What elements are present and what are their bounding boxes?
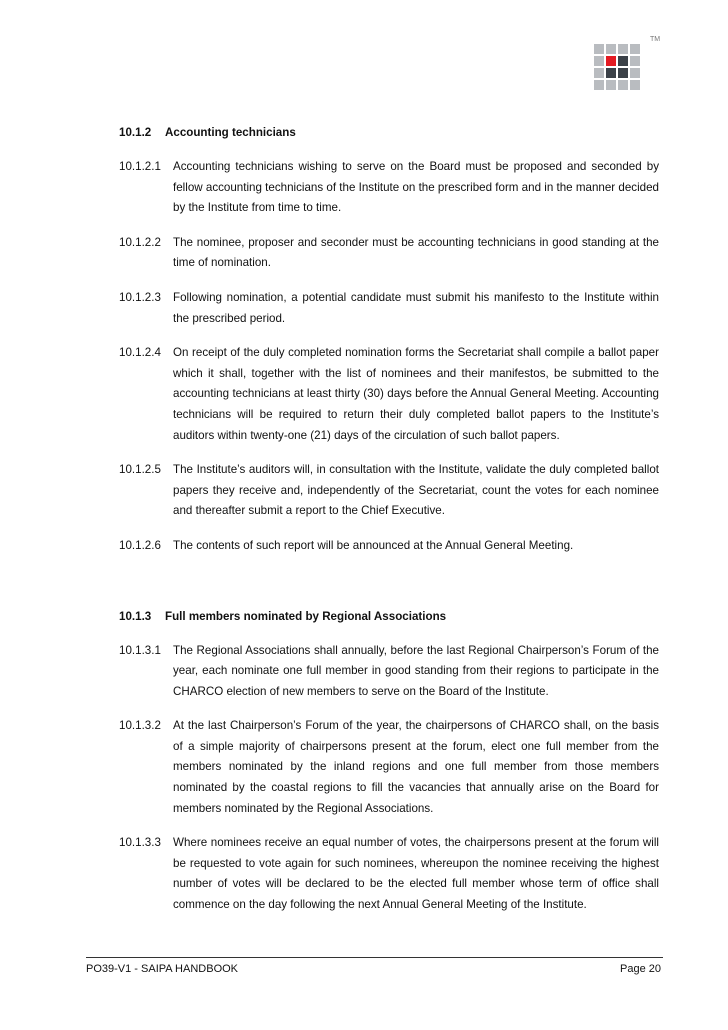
clause-10-1-2-6: 10.1.2.6 The contents of such report will be announced at the Annual General Meeting.: [119, 538, 574, 552]
trademark-mark: TM: [650, 36, 661, 43]
section-heading-10-1-3: 10.1.3 Full members nominated by Regional Associations: [119, 609, 447, 623]
clause-10-1-2-1: 10.1.2.1 Accounting technicians wishing to serve on the Board must be proposed and seconded by fellow accounting technicians of the Institute on the prescribed form and in the manner decided by the Institute from time to time.: [119, 160, 659, 215]
document-body: [119, 123, 659, 916]
clause-10-1-2-2: 10.1.2.2 The nominee, proposer and seconder must be accounting technicians in good standing at the time of nomination.: [119, 235, 659, 270]
clause-10-1-2-5: 10.1.2.5 The Institute’s auditors will, in consultation with the Institute, validate the duly completed ballot papers they receive and, independently of the Secretariat, count the votes for each nominee and thereafter submit a report to the Chief Executive.: [119, 463, 659, 518]
page-number: Page 20: [620, 963, 661, 975]
footer-document-id: PO39-V1 - SAIPA HANDBOOK: [86, 963, 239, 975]
clause-10-1-3-3: 10.1.3.3 Where nominees receive an equal number of votes, the chairpersons present at the forum will be requested to vote again for such nominees, whereupon the nominee receiving the highest number of votes will be declared to be the elected full member whose term of office shall commence on the day following the next Annual General Meeting of the Institute.: [119, 836, 659, 912]
clause-10-1-2-3: 10.1.2.3 Following nomination, a potential candidate must submit his manifesto to the Institute within the prescribed period.: [119, 290, 659, 325]
clause-10-1-2-4: 10.1.2.4 On receipt of the duly completed nomination forms the Secretariat shall compile a ballot paper which it shall, together with the list of nominees and their manifestos, be submitted to the accounting technicians at least thirty (30) days before the Annual General Meeting. Accounting technicians will be required to return their duly completed ballot papers to the Institute’s auditors within twenty-one (21) days of the circulation of such ballot papers.: [119, 346, 659, 442]
clause-10-1-3-1: 10.1.3.1 The Regional Associations shall annually, before the last Regional Chairperson’s Forum of the year, each nominate one full member in good standing from their regions to participate in the CHARCO election of new members to serve on the Board of the Institute.: [119, 643, 659, 698]
footer-divider: [86, 957, 663, 958]
clause-10-1-3-2: 10.1.3.2 At the last Chairperson’s Forum of the year, the chairpersons of CHARCO shall, on the basis of a simple majority of chairpersons present at the forum, elect one full member from the members nominated by the inland regions and one full member from those members nominated by the coastal regions to fill the vacancies that annually arise on the Board for members nominated by the Regional Associations.: [119, 719, 659, 815]
section-heading-10-1-2: 10.1.2 Accounting technicians: [119, 126, 296, 139]
